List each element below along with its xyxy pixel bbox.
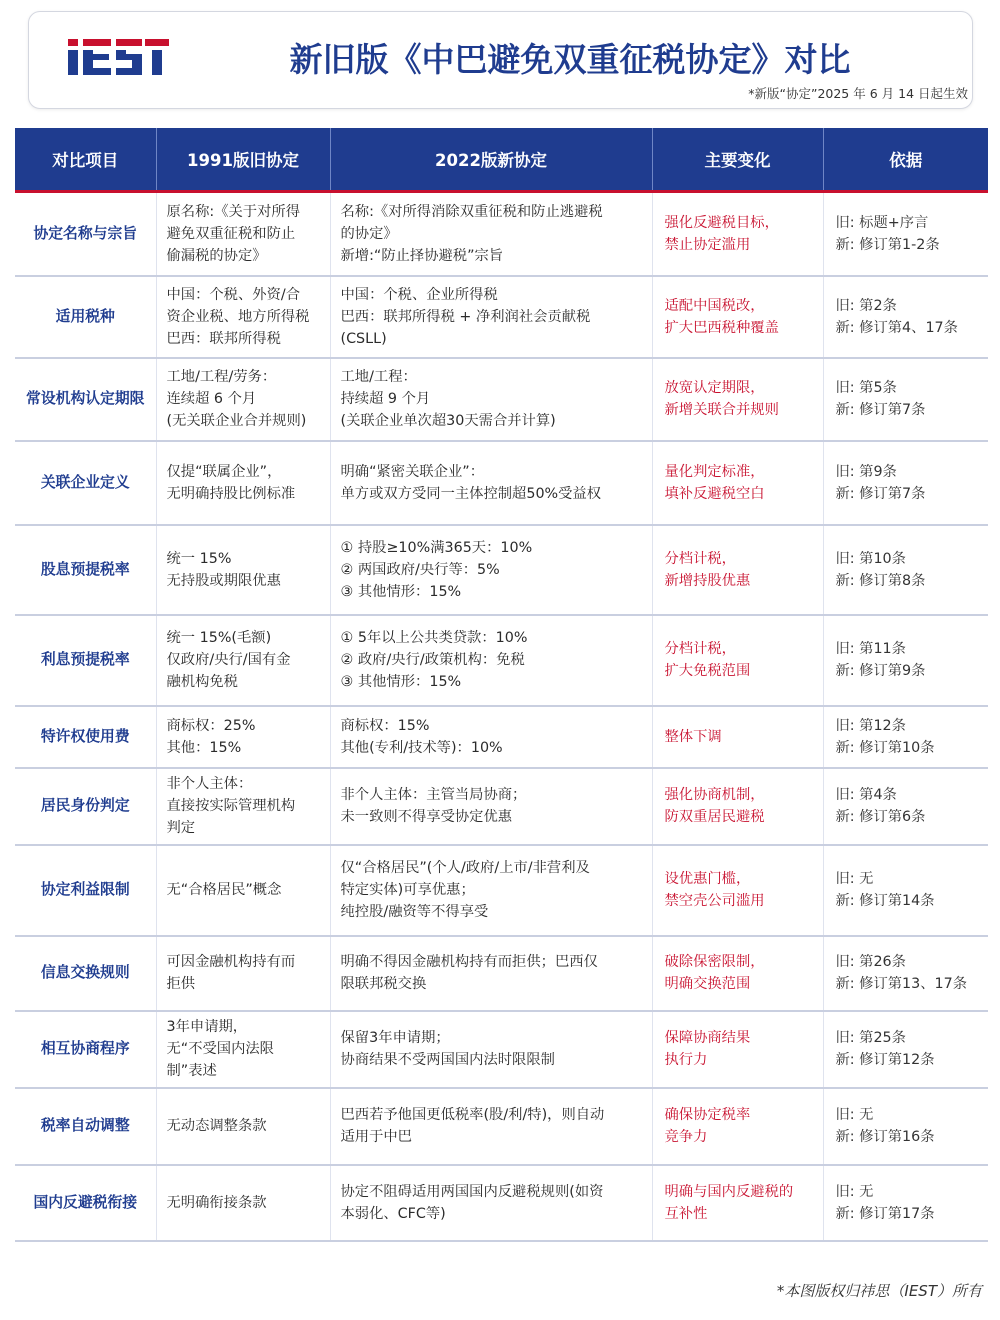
cell-new: 商标权：15% 其他(专利/技术等)：10% bbox=[330, 706, 652, 768]
cell-old: 原名称:《关于对所得 避免双重征税和防止 偷漏税的协定》 bbox=[156, 192, 330, 276]
copyright-footer: *本图版权归祎思（IEST）所有 bbox=[776, 1282, 982, 1300]
cell-change: 破除保密限制， 明确交换范围 bbox=[652, 936, 823, 1011]
cell-old: 无动态调整条款 bbox=[156, 1088, 330, 1165]
cell-change: 强化反避税目标， 禁止协定滥用 bbox=[652, 192, 823, 276]
cell-basis: 旧: 无 新: 修订第14条 bbox=[823, 845, 988, 936]
cell-basis: 旧: 第12条 新: 修订第10条 bbox=[823, 706, 988, 768]
cell-old: 仅提“联属企业”， 无明确持股比例标准 bbox=[156, 441, 330, 525]
table-row bbox=[15, 192, 988, 276]
table-row bbox=[15, 525, 988, 615]
cell-item: 适用税种 bbox=[15, 276, 156, 358]
cell-change: 分档计税， 新增持股优惠 bbox=[652, 525, 823, 615]
cell-new: 保留3年申请期； 协商结果不受两国国内法时限限制 bbox=[330, 1011, 652, 1088]
cell-item: 信息交换规则 bbox=[15, 936, 156, 1011]
cell-item: 国内反避税衔接 bbox=[15, 1165, 156, 1241]
table-row bbox=[15, 441, 988, 525]
cell-change: 设优惠门槛， 禁空壳公司滥用 bbox=[652, 845, 823, 936]
cell-old: 无明确衔接条款 bbox=[156, 1165, 330, 1241]
cell-basis: 旧: 第11条 新: 修订第9条 bbox=[823, 615, 988, 706]
table-row bbox=[15, 1088, 988, 1165]
table-row bbox=[15, 276, 988, 358]
table-row bbox=[15, 358, 988, 441]
cell-basis: 旧: 第5条 新: 修订第7条 bbox=[823, 358, 988, 441]
cell-item: 税率自动调整 bbox=[15, 1088, 156, 1165]
cell-item: 关联企业定义 bbox=[15, 441, 156, 525]
cell-new: 明确“紧密关联企业”： 单方或双方受同一主体控制超50%受益权 bbox=[330, 441, 652, 525]
effective-date-note: *新版“协定”2025 年 6 月 14 日起生效 bbox=[748, 86, 968, 101]
cell-old: 非个人主体： 直接按实际管理机构 判定 bbox=[156, 768, 330, 845]
table-row bbox=[15, 1011, 988, 1088]
cell-change: 确保协定税率 竞争力 bbox=[652, 1088, 823, 1165]
cell-old: 3年申请期， 无“不受国内法限 制”表述 bbox=[156, 1011, 330, 1088]
cell-basis: 旧: 无 新: 修订第16条 bbox=[823, 1088, 988, 1165]
cell-old: 统一 15% 无持股或期限优惠 bbox=[156, 525, 330, 615]
cell-item: 利息预提税率 bbox=[15, 615, 156, 706]
cell-change: 整体下调 bbox=[652, 706, 823, 768]
cell-item: 相互协商程序 bbox=[15, 1011, 156, 1088]
cell-change: 量化判定标准， 填补反避税空白 bbox=[652, 441, 823, 525]
cell-old: 统一 15%(毛额) 仅政府/央行/国有金 融机构免税 bbox=[156, 615, 330, 706]
col-header-item: 对比项目 bbox=[15, 128, 156, 192]
iest-logo bbox=[66, 37, 170, 77]
cell-new: 巴西若予他国更低税率(股/利/特)，则自动 适用于中巴 bbox=[330, 1088, 652, 1165]
cell-basis: 旧: 第10条 新: 修订第8条 bbox=[823, 525, 988, 615]
table-row bbox=[15, 615, 988, 706]
cell-item: 股息预提税率 bbox=[15, 525, 156, 615]
cell-new: 中国：个税、企业所得税 巴西：联邦所得税 + 净利润社会贡献税 (CSLL) bbox=[330, 276, 652, 358]
cell-basis: 旧: 第2条 新: 修订第4、17条 bbox=[823, 276, 988, 358]
comparison-table bbox=[15, 128, 988, 1242]
table-row bbox=[15, 768, 988, 845]
col-header-old: 1991版旧协定 bbox=[156, 128, 330, 192]
cell-old: 无“合格居民”概念 bbox=[156, 845, 330, 936]
cell-item: 特许权使用费 bbox=[15, 706, 156, 768]
cell-change: 适配中国税改， 扩大巴西税种覆盖 bbox=[652, 276, 823, 358]
cell-old: 中国：个税、外资/合 资企业税、地方所得税 巴西：联邦所得税 bbox=[156, 276, 330, 358]
cell-new: 非个人主体：主管当局协商； 未一致则不得享受协定优惠 bbox=[330, 768, 652, 845]
col-header-change: 主要变化 bbox=[652, 128, 823, 192]
cell-new: 名称:《对所得消除双重征税和防止逃避税 的协定》 新增:“防止择协避税”宗旨 bbox=[330, 192, 652, 276]
table-row bbox=[15, 845, 988, 936]
cell-change: 强化协商机制， 防双重居民避税 bbox=[652, 768, 823, 845]
cell-new: ① 5年以上公共类贷款：10% ② 政府/央行/政策机构：免税 ③ 其他情形：15% bbox=[330, 615, 652, 706]
cell-new: 协定不阻碍适用两国国内反避税规则(如资 本弱化、CFC等) bbox=[330, 1165, 652, 1241]
cell-item: 常设机构认定期限 bbox=[15, 358, 156, 441]
cell-old: 可因金融机构持有而 拒供 bbox=[156, 936, 330, 1011]
cell-change: 明确与国内反避税的 互补性 bbox=[652, 1165, 823, 1241]
cell-item: 居民身份判定 bbox=[15, 768, 156, 845]
cell-new: 明确不得因金融机构持有而拒供；巴西仅 限联邦税交换 bbox=[330, 936, 652, 1011]
col-header-new: 2022版新协定 bbox=[330, 128, 652, 192]
table-row bbox=[15, 936, 988, 1011]
cell-basis: 旧: 第26条 新: 修订第13、17条 bbox=[823, 936, 988, 1011]
cell-change: 放宽认定期限， 新增关联合并规则 bbox=[652, 358, 823, 441]
cell-basis: 旧: 标题+序言 新: 修订第1-2条 bbox=[823, 192, 988, 276]
cell-old: 工地/工程/劳务： 连续超 6 个月 (无关联企业合并规则) bbox=[156, 358, 330, 441]
cell-new: 工地/工程： 持续超 9 个月 (关联企业单次超30天需合并计算) bbox=[330, 358, 652, 441]
cell-new: ① 持股≥10%满365天：10% ② 两国政府/央行等：5% ③ 其他情形：15% bbox=[330, 525, 652, 615]
cell-basis: 旧: 无 新: 修订第17条 bbox=[823, 1165, 988, 1241]
table-row bbox=[15, 706, 988, 768]
cell-item: 协定利益限制 bbox=[15, 845, 156, 936]
cell-change: 保障协商结果 执行力 bbox=[652, 1011, 823, 1088]
cell-basis: 旧: 第4条 新: 修订第6条 bbox=[823, 768, 988, 845]
cell-change: 分档计税， 扩大免税范围 bbox=[652, 615, 823, 706]
table-header-row bbox=[15, 128, 988, 192]
table-row bbox=[15, 1165, 988, 1241]
cell-item: 协定名称与宗旨 bbox=[15, 192, 156, 276]
cell-new: 仅“合格居民”(个人/政府/上市/非营利及 特定实体)可享优惠； 纯控股/融资等不得享受 bbox=[330, 845, 652, 936]
cell-old: 商标权：25% 其他：15% bbox=[156, 706, 330, 768]
page-title: 新旧版《中巴避免双重征税协定》对比 bbox=[289, 40, 851, 79]
cell-basis: 旧: 第9条 新: 修订第7条 bbox=[823, 441, 988, 525]
col-header-basis: 依据 bbox=[823, 128, 988, 192]
cell-basis: 旧: 第25条 新: 修订第12条 bbox=[823, 1011, 988, 1088]
